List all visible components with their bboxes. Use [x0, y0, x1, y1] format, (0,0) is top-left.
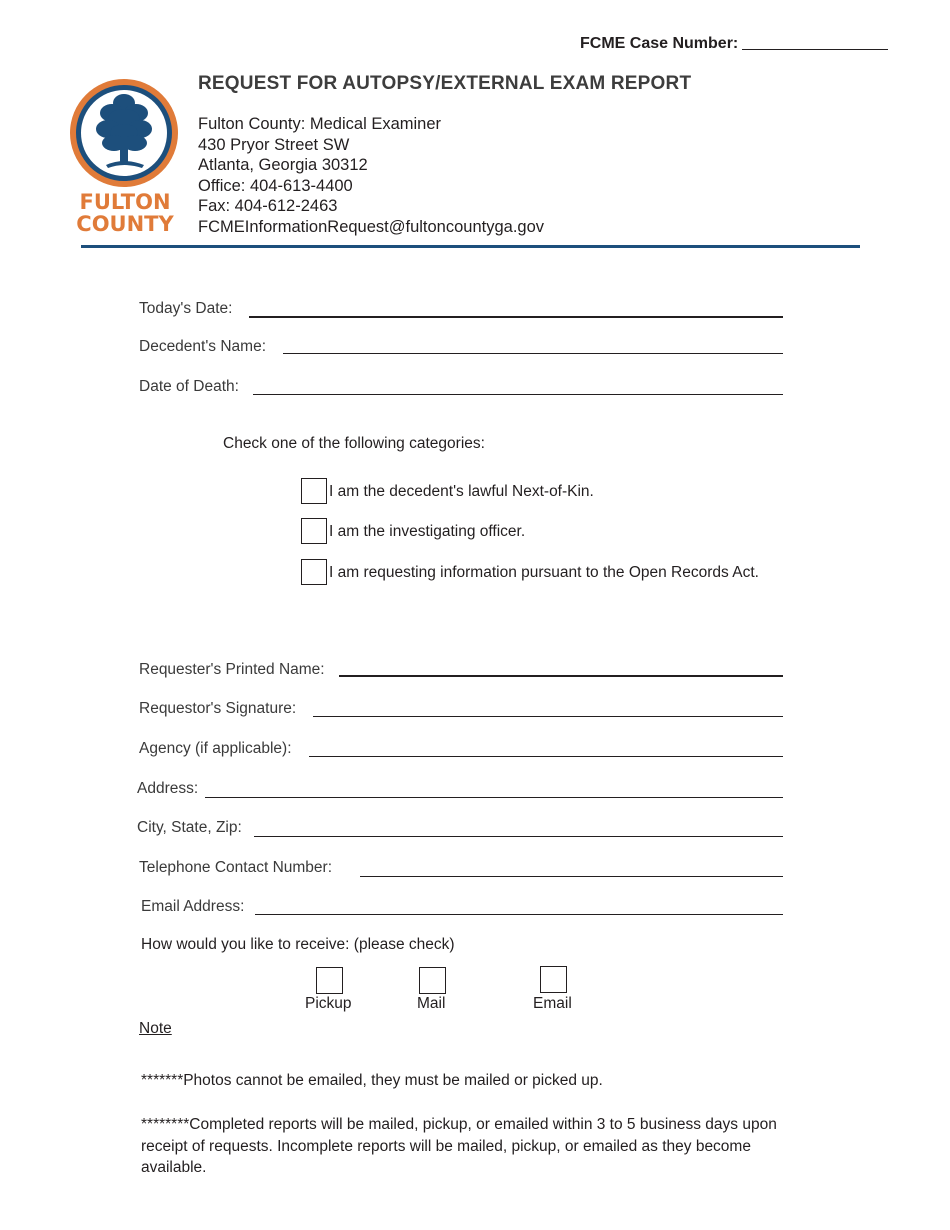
receive-prompt: How would you like to receive: (please check) [141, 936, 455, 953]
signature-label: Requestor's Signature: [139, 700, 297, 717]
address-label: Address: [137, 780, 199, 797]
email-label: Email Address: [141, 898, 245, 915]
agency-input[interactable] [309, 756, 783, 757]
header-divider [81, 245, 860, 248]
city-state-zip-input[interactable] [254, 836, 783, 837]
case-number-field [580, 35, 888, 53]
address-line-fax: Fax: 404-612-2463 [198, 197, 338, 216]
open-records-label: I am requesting information pursuant to the Open Records Act. [329, 564, 759, 581]
pickup-checkbox[interactable] [316, 967, 343, 994]
next-of-kin-label: I am the decedent's lawful Next-of-Kin. [329, 483, 594, 500]
decedent-name-input[interactable] [283, 353, 783, 354]
mail-checkbox[interactable] [419, 967, 446, 994]
pickup-label: Pickup [305, 995, 352, 1012]
address-input[interactable] [205, 797, 783, 798]
address-line-email: FCMEInformationRequest@fultoncountyga.gov [198, 217, 545, 236]
city-state-zip-label: City, State, Zip: [137, 819, 242, 836]
note-photos: *******Photos cannot be emailed, they must be mailed or picked up. [141, 1072, 603, 1089]
next-of-kin-checkbox[interactable] [301, 478, 327, 504]
page-title: REQUEST FOR AUTOPSY/EXTERNAL EXAM REPORT [198, 73, 692, 94]
logo-text-county: COUNTY [76, 212, 174, 236]
logo-text-fulton: FULTON [79, 190, 171, 214]
todays-date-label: Today's Date: [139, 300, 233, 317]
printed-name-label: Requester's Printed Name: [139, 661, 325, 678]
investigating-officer-label: I am the investigating officer. [329, 523, 526, 540]
email-checkbox[interactable] [540, 966, 567, 993]
category-prompt: Check one of the following categories: [223, 435, 485, 452]
decedent-name-label: Decedent's Name: [139, 338, 267, 355]
date-of-death-label: Date of Death: [139, 378, 239, 395]
note-completed-reports: ********Completed reports will be mailed, pickup, or emailed within 3 to 5 business days upon receipt of requests. Incomplete reports will be mailed, pickup, or emailed as they become available. [141, 1116, 777, 1176]
investigating-officer-checkbox[interactable] [301, 518, 327, 544]
address-line-office: Fulton County: Medical Examiner [198, 115, 442, 133]
date-of-death-input[interactable] [253, 394, 783, 395]
office-address [198, 114, 544, 238]
case-number-label: FCME Case Number: [580, 35, 739, 52]
mail-label: Mail [417, 995, 446, 1012]
case-number-input[interactable] [742, 37, 888, 50]
fulton-county-logo [68, 77, 183, 237]
signature-input[interactable] [313, 716, 783, 717]
todays-date-input[interactable] [249, 316, 783, 318]
address-line-street: 430 Pryor Street SW [198, 135, 350, 154]
telephone-input[interactable] [360, 876, 783, 877]
telephone-label: Telephone Contact Number: [139, 859, 333, 876]
email-option-label: Email [533, 995, 572, 1012]
note-heading: Note [139, 1020, 172, 1037]
email-input[interactable] [255, 914, 783, 915]
printed-name-input[interactable] [339, 675, 783, 677]
address-line-phone: Office: 404-613-4400 [198, 176, 353, 195]
agency-label: Agency (if applicable): [139, 740, 292, 757]
open-records-checkbox[interactable] [301, 559, 327, 585]
address-line-city: Atlanta, Georgia 30312 [198, 156, 368, 175]
